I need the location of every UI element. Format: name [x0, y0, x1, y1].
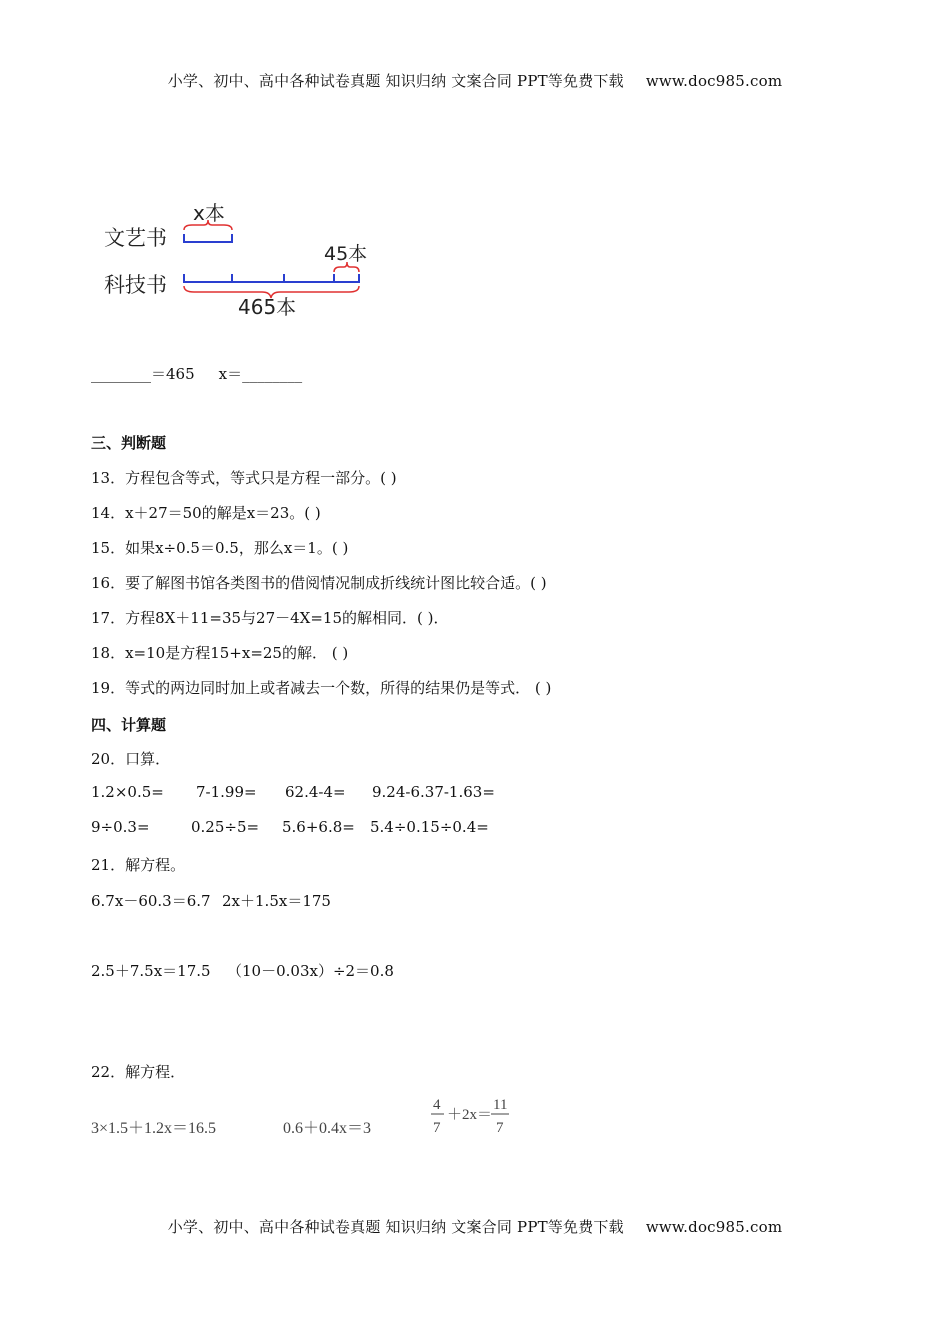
row1-brace-label: x本: [193, 201, 225, 225]
q22-eq3-fraction-equation: [428, 1092, 518, 1138]
q20-row1-item1: 1.2×0.5=: [91, 783, 164, 801]
header-text: 小学、初中、高中各种试卷真题 知识归纳 文案合同 PPT等免费下载: [167, 72, 624, 90]
q21-eq4: （10－0.03x）÷2＝0.8: [227, 962, 394, 980]
q22-eq3-den2: 7: [496, 1120, 504, 1136]
row1-label: 文艺书: [104, 226, 167, 250]
question-21-label: 21．解方程。: [91, 856, 186, 874]
blank-part2: x＝________: [218, 365, 303, 383]
line-segment-diagram: [98, 200, 388, 320]
q22-eq3-den1: 7: [433, 1120, 441, 1136]
q22-eq3-num1: 4: [433, 1097, 441, 1113]
q20-row1-item2: 7-1.99=: [196, 783, 257, 801]
page-footer: [0, 1216, 950, 1237]
answer-blank-line: [91, 363, 302, 384]
q21-eq1: 6.7x－60.3＝6.7: [91, 892, 211, 910]
q22-eq1: 3×1.5＋1.2x＝16.5: [91, 1120, 217, 1137]
question-15: 15．如果x÷0.5＝0.5，那么x＝1。( ): [91, 539, 349, 557]
question-18: 18．x=10是方程15+x=25的解． ( ): [91, 644, 349, 662]
q20-row2-item1: 9÷0.3=: [91, 818, 150, 836]
page-header: [0, 70, 950, 91]
q20-row2-item2: 0.25÷5=: [191, 818, 260, 836]
q20-row1-item3: 62.4-4=: [285, 783, 346, 801]
row2-bottom-label: 465本: [238, 295, 297, 319]
footer-text: 小学、初中、高中各种试卷真题 知识归纳 文案合同 PPT等免费下载: [167, 1218, 624, 1236]
section4-title: 四、计算题: [91, 716, 167, 734]
question-19: 19．等式的两边同时加上或者减去一个数，所得的结果仍是等式． ( ): [91, 679, 552, 697]
row2-top-label: 45本: [324, 243, 368, 265]
q21-eq3: 2.5＋7.5x＝17.5: [91, 962, 211, 980]
question-20-label: 20．口算．: [91, 750, 171, 768]
footer-site: www.doc985.com: [645, 1218, 783, 1236]
question-17: 17．方程8X＋11=35与27－4X=15的解相同．( )．: [91, 609, 449, 627]
section3-title: 三、判断题: [91, 434, 167, 452]
question-16: 16．要了解图书馆各类图书的借阅情况制成折线统计图比较合适。( ): [91, 574, 547, 592]
q20-row2-item4: 5.4÷0.15÷0.4=: [370, 818, 489, 836]
q22-eq3-mid: ＋2x＝: [447, 1107, 493, 1123]
q21-eq2: 2x＋1.5x＝175: [222, 892, 331, 910]
blank-part1: ________＝465: [91, 365, 195, 383]
question-13: 13．方程包含等式，等式只是方程一部分。( ): [91, 469, 397, 487]
question-14: 14．x＋27＝50的解是x＝23。( ): [91, 504, 321, 522]
q20-row1-item4: 9.24-6.37-1.63=: [372, 783, 495, 801]
q20-row2-item3: 5.6+6.8=: [282, 818, 355, 836]
q22-eq3-num2: 11: [493, 1097, 508, 1113]
row2-label: 科技书: [104, 273, 167, 297]
q22-eq2: 0.6＋0.4x＝3: [283, 1120, 372, 1137]
header-site: www.doc985.com: [645, 72, 783, 90]
question-22-label: 22．解方程．: [91, 1063, 186, 1081]
